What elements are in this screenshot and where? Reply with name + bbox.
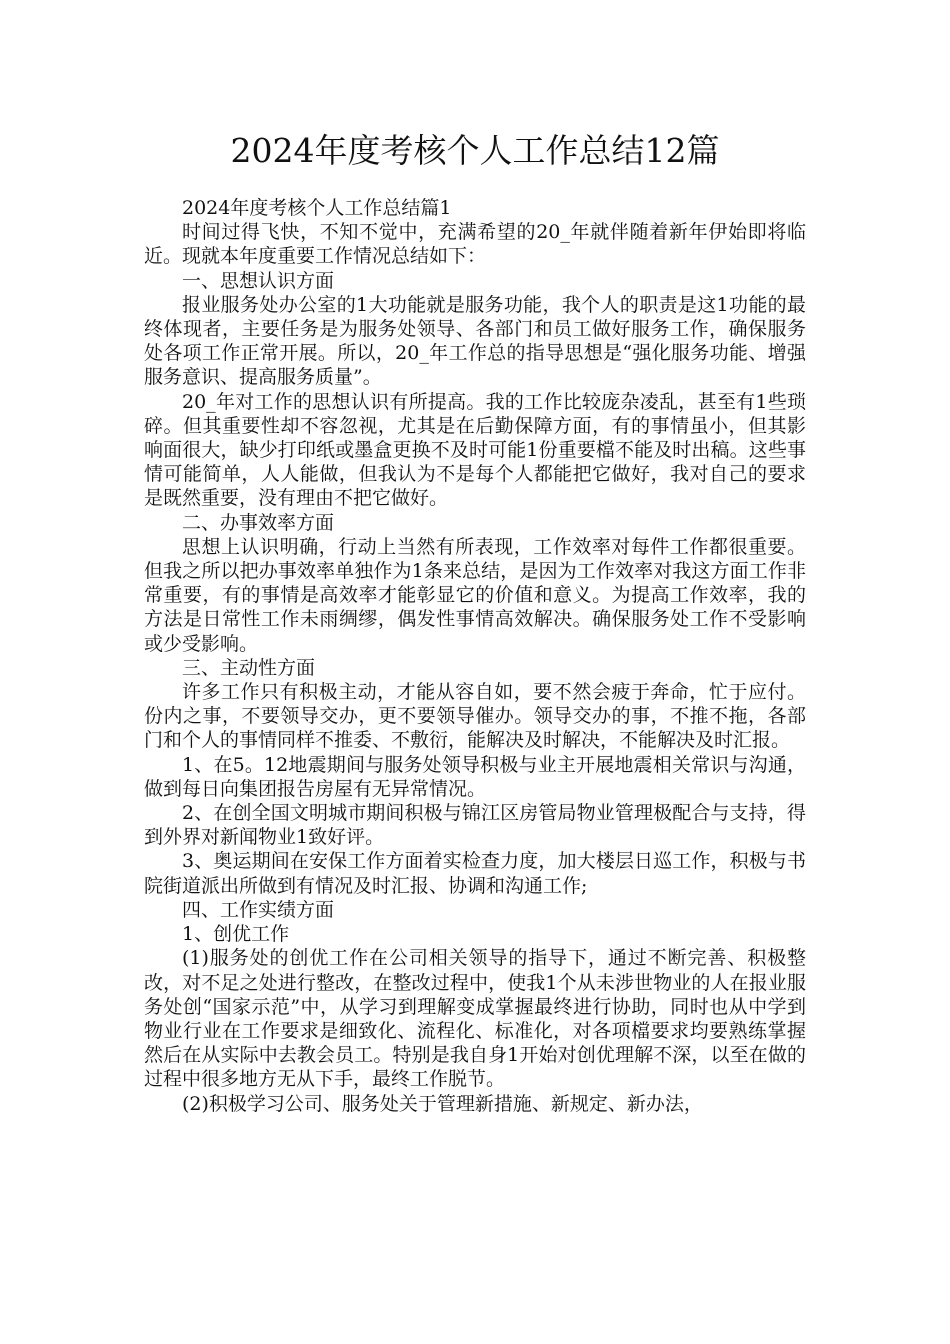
paragraph: 思想上认识明确，行动上当然有所表现，工作效率对每件工作都很重要。但我之所以把办事效率单独作为1条来总结，是因为工作效率对我这方面工作非常重要，有的事情是高效率才能彰显它的价值和意义。为提高工作效率，我的方法是日常性工作未雨绸缪，偶发性事情高效解决。确保服务处工作不受影响或少受影响。	[144, 535, 806, 655]
document-page	[144, 118, 806, 1116]
paragraph: 20_年对工作的思想认识有所提高。我的工作比较庞杂凌乱，甚至有1些琐碎。但其重要性却不容忽视，尤其是在后勤保障方面，有的事情虽小，但其影响面很大，缺少打印纸或墨盒更换不及时可能1份重要檔不能及时出稿。这些事情可能简单，人人能做，但我认为不是每个人都能把它做好，我对自己的要求是既然重要，没有理由不把它做好。	[144, 390, 806, 510]
paragraph: 时间过得飞快，不知不觉中，充满希望的20_年就伴随着新年伊始即将临近。现就本年度重要工作情况总结如下：	[144, 221, 806, 268]
section-heading: 2024年度考核个人工作总结篇1	[182, 197, 452, 219]
list-item: 1、在5。12地震期间与服务处领导积极与业主开展地震相关常识与沟通，做到每日向集团报告房屋有无异常情况。	[144, 753, 806, 800]
document-title: 2024年度考核个人工作总结12篇	[230, 131, 720, 170]
paragraph: (1)服务处的创优工作在公司相关领导的指导下，通过不断完善、积极整改，对不足之处进行整改，在整改过程中，使我1个从未涉世物业的人在报业服务处创“国家示范”中，从学习到理解变成掌握最终进行协助，同时也从中学到物业行业在工作要求是细致化、流程化、标准化，对各项檔要求均要熟练掌握然后在从实际中去教会员工。特别是我自身1开始对创优理解不深，以至在做的过程中很多地方无从下手，最终工作脱节。	[144, 947, 806, 1091]
paragraph: 许多工作只有积极主动，才能从容自如，要不然会疲于奔命，忙于应付。份内之事，不要领导交办，更不要领导催办。领导交办的事，不推不拖，各部门和个人的事情同样不推委、不敷衍，能解决及时解决，不能解决及时汇报。	[144, 681, 806, 752]
section-heading: 一、思想认识方面	[182, 269, 335, 292]
section-heading: 二、办事效率方面	[182, 511, 335, 534]
paragraph: (2)积极学习公司、服务处关于管理新措施、新规定、新办法，	[182, 1092, 703, 1115]
list-item: 3、奥运期间在安保工作方面着实检查力度，加大楼层日巡工作，积极与书院街道派出所做到有情况及时汇报、协调和沟通工作;	[144, 850, 806, 897]
list-item: 2、在创全国文明城市期间积极与锦江区房管局物业管理极配合与支持，得到外界对新闻物业1致好评。	[144, 802, 806, 849]
document-body	[144, 196, 806, 1116]
sub-heading: 1、创优工作	[182, 923, 290, 946]
paragraph: 报业服务处办公室的1大功能就是服务功能，我个人的职责是这1功能的最终体现者，主要任务是为服务处领导、各部门和员工做好服务工作，确保服务处各项工作正常开展。所以，20_年工作总的指导思想是“强化服务功能、增强服务意识、提高服务质量”。	[144, 293, 806, 389]
section-heading: 三、主动性方面	[182, 656, 316, 679]
section-heading: 四、工作实绩方面	[182, 898, 335, 921]
